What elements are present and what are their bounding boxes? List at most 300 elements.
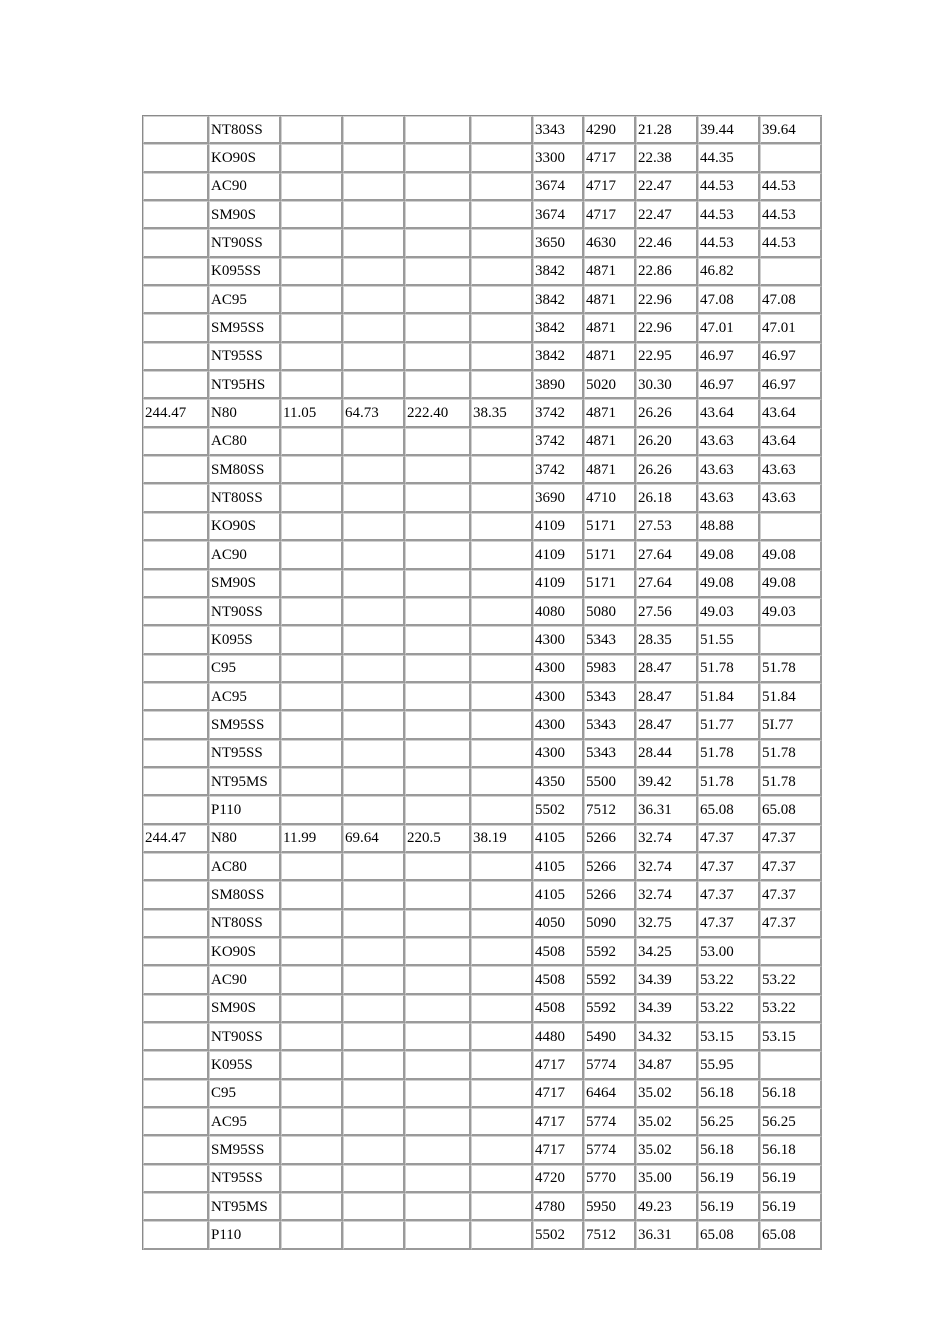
table-cell: 34.39: [636, 966, 698, 994]
table-cell: [471, 1080, 533, 1108]
table-cell: 49.08: [698, 570, 760, 598]
table-cell: [471, 144, 533, 172]
table-cell: 4717: [533, 1108, 584, 1136]
table-cell: [343, 796, 405, 824]
table-cell: P110: [209, 796, 281, 824]
table-cell: P110: [209, 1221, 281, 1249]
table-cell: [471, 201, 533, 229]
table-cell: [471, 229, 533, 257]
table-cell: [471, 881, 533, 909]
table-cell: 4717: [533, 1136, 584, 1164]
table-cell: 22.47: [636, 173, 698, 201]
table-row: [143, 371, 822, 399]
table-cell: 46.97: [760, 343, 822, 371]
table-cell: [343, 1136, 405, 1164]
table-cell: 44.53: [760, 201, 822, 229]
table-cell: AC90: [209, 173, 281, 201]
table-cell: 3890: [533, 371, 584, 399]
table-cell: [471, 314, 533, 342]
table-cell: NT90SS: [209, 1023, 281, 1051]
table-cell: [143, 173, 209, 201]
table-row: [143, 314, 822, 342]
table-cell: AC90: [209, 966, 281, 994]
table-cell: [143, 343, 209, 371]
table-cell: 5266: [584, 853, 636, 881]
table-cell: 44.53: [698, 229, 760, 257]
table-cell: AC95: [209, 683, 281, 711]
table-cell: 56.18: [698, 1136, 760, 1164]
table-cell: [343, 995, 405, 1023]
table-cell: [471, 853, 533, 881]
table-cell: 43.64: [760, 399, 822, 427]
table-cell: 56.19: [698, 1165, 760, 1193]
table-cell: 6464: [584, 1080, 636, 1108]
table-cell: [343, 655, 405, 683]
table-cell: 43.63: [698, 484, 760, 512]
table-cell: AC80: [209, 428, 281, 456]
table-cell: [471, 966, 533, 994]
table-cell: 53.15: [698, 1023, 760, 1051]
table-cell: [343, 1193, 405, 1221]
table-cell: [281, 853, 343, 881]
table-row: [143, 570, 822, 598]
table-cell: [405, 258, 471, 286]
table-cell: [281, 910, 343, 938]
table-row: [143, 1080, 822, 1108]
table-cell: [405, 570, 471, 598]
table-cell: [343, 1165, 405, 1193]
table-cell: [143, 853, 209, 881]
table-cell: SM80SS: [209, 881, 281, 909]
table-cell: [143, 286, 209, 314]
table-cell: 4480: [533, 1023, 584, 1051]
table-cell: 22.47: [636, 201, 698, 229]
table-cell: SM95SS: [209, 314, 281, 342]
table-cell: 26.26: [636, 399, 698, 427]
table-cell: 244.47: [143, 825, 209, 853]
table-cell: 43.64: [760, 428, 822, 456]
table-cell: 64.73: [343, 399, 405, 427]
table-cell: [281, 258, 343, 286]
table-cell: 4300: [533, 626, 584, 654]
table-cell: [281, 796, 343, 824]
table-cell: 5171: [584, 541, 636, 569]
table-cell: NT90SS: [209, 229, 281, 257]
table-cell: 47.01: [698, 314, 760, 342]
table-cell: AC95: [209, 286, 281, 314]
table-cell: 38.19: [471, 825, 533, 853]
table-cell: N80: [209, 825, 281, 853]
table-cell: 32.74: [636, 853, 698, 881]
table-cell: 3650: [533, 229, 584, 257]
table-cell: [143, 740, 209, 768]
table-cell: 5502: [533, 1221, 584, 1249]
table-cell: [343, 598, 405, 626]
table-row: [143, 201, 822, 229]
table-cell: [281, 1221, 343, 1249]
table-cell: [343, 513, 405, 541]
table-cell: [281, 173, 343, 201]
table-cell: 53.22: [760, 966, 822, 994]
table-cell: 44.35: [698, 144, 760, 172]
table-cell: [471, 258, 533, 286]
table-cell: [281, 343, 343, 371]
table-cell: [471, 711, 533, 739]
table-cell: 4871: [584, 399, 636, 427]
table-cell: [405, 456, 471, 484]
table-cell: 30.30: [636, 371, 698, 399]
table-cell: NT95SS: [209, 1165, 281, 1193]
table-row: [143, 343, 822, 371]
table-cell: AC90: [209, 541, 281, 569]
table-cell: 53.15: [760, 1023, 822, 1051]
table-cell: 27.56: [636, 598, 698, 626]
table-cell: [405, 1136, 471, 1164]
table-cell: [405, 910, 471, 938]
table-cell: [405, 796, 471, 824]
table-cell: [281, 541, 343, 569]
table-cell: [343, 144, 405, 172]
table-cell: 51.84: [698, 683, 760, 711]
table-cell: SM95SS: [209, 1136, 281, 1164]
table-cell: SM90S: [209, 570, 281, 598]
table-cell: 5343: [584, 626, 636, 654]
table-cell: [343, 314, 405, 342]
table-cell: [405, 626, 471, 654]
table-cell: [343, 711, 405, 739]
table-cell: [405, 371, 471, 399]
table-cell: 5592: [584, 966, 636, 994]
table-cell: [281, 711, 343, 739]
table-cell: [405, 1023, 471, 1051]
table-cell: NT95MS: [209, 1193, 281, 1221]
table-cell: 222.40: [405, 399, 471, 427]
table-cell: 4050: [533, 910, 584, 938]
table-cell: [281, 570, 343, 598]
table-cell: 49.08: [760, 570, 822, 598]
table-cell: [143, 938, 209, 966]
table-row: [143, 428, 822, 456]
table-cell: [343, 484, 405, 512]
table-cell: [471, 626, 533, 654]
table-cell: 5983: [584, 655, 636, 683]
casing-data-table: [142, 115, 822, 1250]
table-cell: [405, 229, 471, 257]
table-cell: [343, 740, 405, 768]
table-cell: KO90S: [209, 938, 281, 966]
table-cell: C95: [209, 655, 281, 683]
table-cell: SM95SS: [209, 711, 281, 739]
table-cell: [471, 910, 533, 938]
table-cell: 35.02: [636, 1136, 698, 1164]
table-cell: SM80SS: [209, 456, 281, 484]
table-row: [143, 796, 822, 824]
table-body: [143, 116, 822, 1250]
table-cell: 4720: [533, 1165, 584, 1193]
table-cell: 5171: [584, 513, 636, 541]
table-cell: 28.47: [636, 683, 698, 711]
table-cell: NT95SS: [209, 740, 281, 768]
table-row: [143, 541, 822, 569]
table-cell: [143, 144, 209, 172]
table-cell: [143, 541, 209, 569]
table-cell: [343, 371, 405, 399]
table-cell: 53.00: [698, 938, 760, 966]
table-cell: 65.08: [760, 1221, 822, 1249]
table-cell: [343, 683, 405, 711]
table-cell: K095SS: [209, 258, 281, 286]
table-cell: [471, 484, 533, 512]
table-cell: 3300: [533, 144, 584, 172]
table-cell: [343, 853, 405, 881]
table-cell: [405, 201, 471, 229]
table-cell: 53.22: [698, 995, 760, 1023]
table-cell: 47.37: [698, 910, 760, 938]
table-cell: [143, 229, 209, 257]
table-cell: [143, 881, 209, 909]
table-cell: [143, 1221, 209, 1249]
table-cell: [281, 144, 343, 172]
table-cell: 49.03: [760, 598, 822, 626]
table-cell: [143, 995, 209, 1023]
table-cell: [405, 966, 471, 994]
table-cell: [405, 144, 471, 172]
table-cell: [405, 343, 471, 371]
table-cell: [143, 428, 209, 456]
table-row: [143, 1165, 822, 1193]
table-cell: 4105: [533, 853, 584, 881]
table-cell: 3742: [533, 399, 584, 427]
table-cell: NT80SS: [209, 484, 281, 512]
table-cell: [281, 1108, 343, 1136]
table-cell: 4717: [584, 173, 636, 201]
table-cell: [281, 683, 343, 711]
table-cell: [405, 1080, 471, 1108]
table-cell: [281, 938, 343, 966]
table-row: [143, 229, 822, 257]
table-cell: [405, 598, 471, 626]
table-cell: [281, 740, 343, 768]
table-cell: 4290: [584, 116, 636, 144]
table-cell: [281, 229, 343, 257]
table-cell: [343, 343, 405, 371]
table-row: [143, 740, 822, 768]
table-cell: [281, 626, 343, 654]
table-cell: 51.78: [760, 740, 822, 768]
table-cell: 5I.77: [760, 711, 822, 739]
table-cell: [471, 371, 533, 399]
table-cell: [143, 484, 209, 512]
table-cell: [281, 428, 343, 456]
table-cell: 4105: [533, 825, 584, 853]
table-cell: [405, 711, 471, 739]
table-cell: 36.31: [636, 1221, 698, 1249]
table-cell: KO90S: [209, 144, 281, 172]
table-cell: 4871: [584, 314, 636, 342]
table-cell: 5080: [584, 598, 636, 626]
table-cell: 5343: [584, 740, 636, 768]
table-cell: [760, 144, 822, 172]
table-cell: [471, 768, 533, 796]
table-cell: 56.25: [760, 1108, 822, 1136]
table-cell: [281, 456, 343, 484]
table-cell: 4300: [533, 740, 584, 768]
table-cell: [405, 768, 471, 796]
table-cell: NT95MS: [209, 768, 281, 796]
table-cell: 56.18: [698, 1080, 760, 1108]
table-cell: [281, 513, 343, 541]
table-cell: 47.01: [760, 314, 822, 342]
table-cell: 26.18: [636, 484, 698, 512]
table-cell: SM90S: [209, 201, 281, 229]
table-cell: 4300: [533, 655, 584, 683]
table-cell: 4630: [584, 229, 636, 257]
table-cell: 3842: [533, 258, 584, 286]
table-cell: K095S: [209, 1051, 281, 1079]
table-cell: 56.19: [760, 1193, 822, 1221]
table-cell: 56.19: [698, 1193, 760, 1221]
table-cell: 4871: [584, 428, 636, 456]
table-cell: [760, 938, 822, 966]
table-cell: 22.86: [636, 258, 698, 286]
table-cell: 244.47: [143, 399, 209, 427]
table-cell: [405, 484, 471, 512]
table-cell: [143, 570, 209, 598]
table-cell: 28.47: [636, 711, 698, 739]
table-cell: 27.53: [636, 513, 698, 541]
table-cell: KO90S: [209, 513, 281, 541]
table-cell: 5266: [584, 825, 636, 853]
table-cell: 3742: [533, 428, 584, 456]
table-cell: 44.53: [698, 201, 760, 229]
table-cell: [143, 1051, 209, 1079]
table-cell: 47.37: [760, 853, 822, 881]
table-cell: 21.28: [636, 116, 698, 144]
table-cell: AC80: [209, 853, 281, 881]
table-cell: NT80SS: [209, 910, 281, 938]
table-cell: [143, 116, 209, 144]
table-cell: [343, 966, 405, 994]
table-cell: NT80SS: [209, 116, 281, 144]
table-cell: 3742: [533, 456, 584, 484]
table-cell: [405, 314, 471, 342]
table-cell: [281, 881, 343, 909]
table-cell: 46.82: [698, 258, 760, 286]
table-cell: [471, 1193, 533, 1221]
table-cell: [143, 598, 209, 626]
table-cell: 69.64: [343, 825, 405, 853]
table-cell: 51.84: [760, 683, 822, 711]
table-cell: 4109: [533, 541, 584, 569]
table-cell: 32.74: [636, 881, 698, 909]
table-cell: [405, 938, 471, 966]
table-cell: 47.37: [760, 910, 822, 938]
table-cell: 39.42: [636, 768, 698, 796]
table-cell: 53.22: [760, 995, 822, 1023]
table-cell: [143, 683, 209, 711]
table-cell: 4710: [584, 484, 636, 512]
table-cell: 49.23: [636, 1193, 698, 1221]
table-cell: [471, 1051, 533, 1079]
table-cell: [143, 314, 209, 342]
table-cell: [405, 1221, 471, 1249]
table-cell: 47.37: [698, 825, 760, 853]
table-cell: 44.53: [760, 229, 822, 257]
table-cell: [471, 456, 533, 484]
table-cell: 65.08: [698, 796, 760, 824]
table-cell: C95: [209, 1080, 281, 1108]
table-cell: [471, 683, 533, 711]
table-cell: 43.63: [698, 428, 760, 456]
table-row: [143, 1136, 822, 1164]
table-cell: 5090: [584, 910, 636, 938]
table-cell: 4508: [533, 995, 584, 1023]
table-cell: [343, 541, 405, 569]
table-row: [143, 966, 822, 994]
table-cell: [343, 626, 405, 654]
table-cell: [143, 966, 209, 994]
table-row: [143, 626, 822, 654]
table-cell: 32.74: [636, 825, 698, 853]
table-cell: 4871: [584, 343, 636, 371]
table-cell: [281, 1051, 343, 1079]
table-cell: [343, 1023, 405, 1051]
table-cell: 5490: [584, 1023, 636, 1051]
table-cell: 4350: [533, 768, 584, 796]
table-cell: [143, 513, 209, 541]
table-cell: 5950: [584, 1193, 636, 1221]
table-cell: 4871: [584, 286, 636, 314]
table-cell: 43.63: [760, 456, 822, 484]
table-cell: 51.78: [698, 768, 760, 796]
table-cell: [281, 1165, 343, 1193]
table-cell: 51.78: [698, 655, 760, 683]
table-cell: [343, 258, 405, 286]
table-cell: [471, 1165, 533, 1193]
table-cell: [143, 655, 209, 683]
table-cell: [281, 116, 343, 144]
table-row: [143, 1221, 822, 1249]
table-cell: 47.37: [760, 825, 822, 853]
table-cell: 55.95: [698, 1051, 760, 1079]
table-cell: [405, 173, 471, 201]
table-cell: SM90S: [209, 995, 281, 1023]
table-cell: 22.38: [636, 144, 698, 172]
table-cell: 11.99: [281, 825, 343, 853]
table-cell: 7512: [584, 1221, 636, 1249]
table-cell: 47.37: [760, 881, 822, 909]
table-cell: [760, 513, 822, 541]
table-cell: [343, 116, 405, 144]
table-cell: 34.39: [636, 995, 698, 1023]
table-cell: 22.95: [636, 343, 698, 371]
table-cell: 3842: [533, 343, 584, 371]
table-cell: 5266: [584, 881, 636, 909]
table-cell: [281, 286, 343, 314]
table-cell: 51.78: [698, 740, 760, 768]
table-cell: 4871: [584, 456, 636, 484]
table-row: [143, 825, 822, 853]
table-cell: [281, 201, 343, 229]
table-cell: [405, 740, 471, 768]
table-cell: 28.35: [636, 626, 698, 654]
table-cell: 5343: [584, 683, 636, 711]
table-cell: 5343: [584, 711, 636, 739]
table-cell: 5171: [584, 570, 636, 598]
table-cell: 56.19: [760, 1165, 822, 1193]
table-cell: [143, 626, 209, 654]
table-cell: 49.03: [698, 598, 760, 626]
